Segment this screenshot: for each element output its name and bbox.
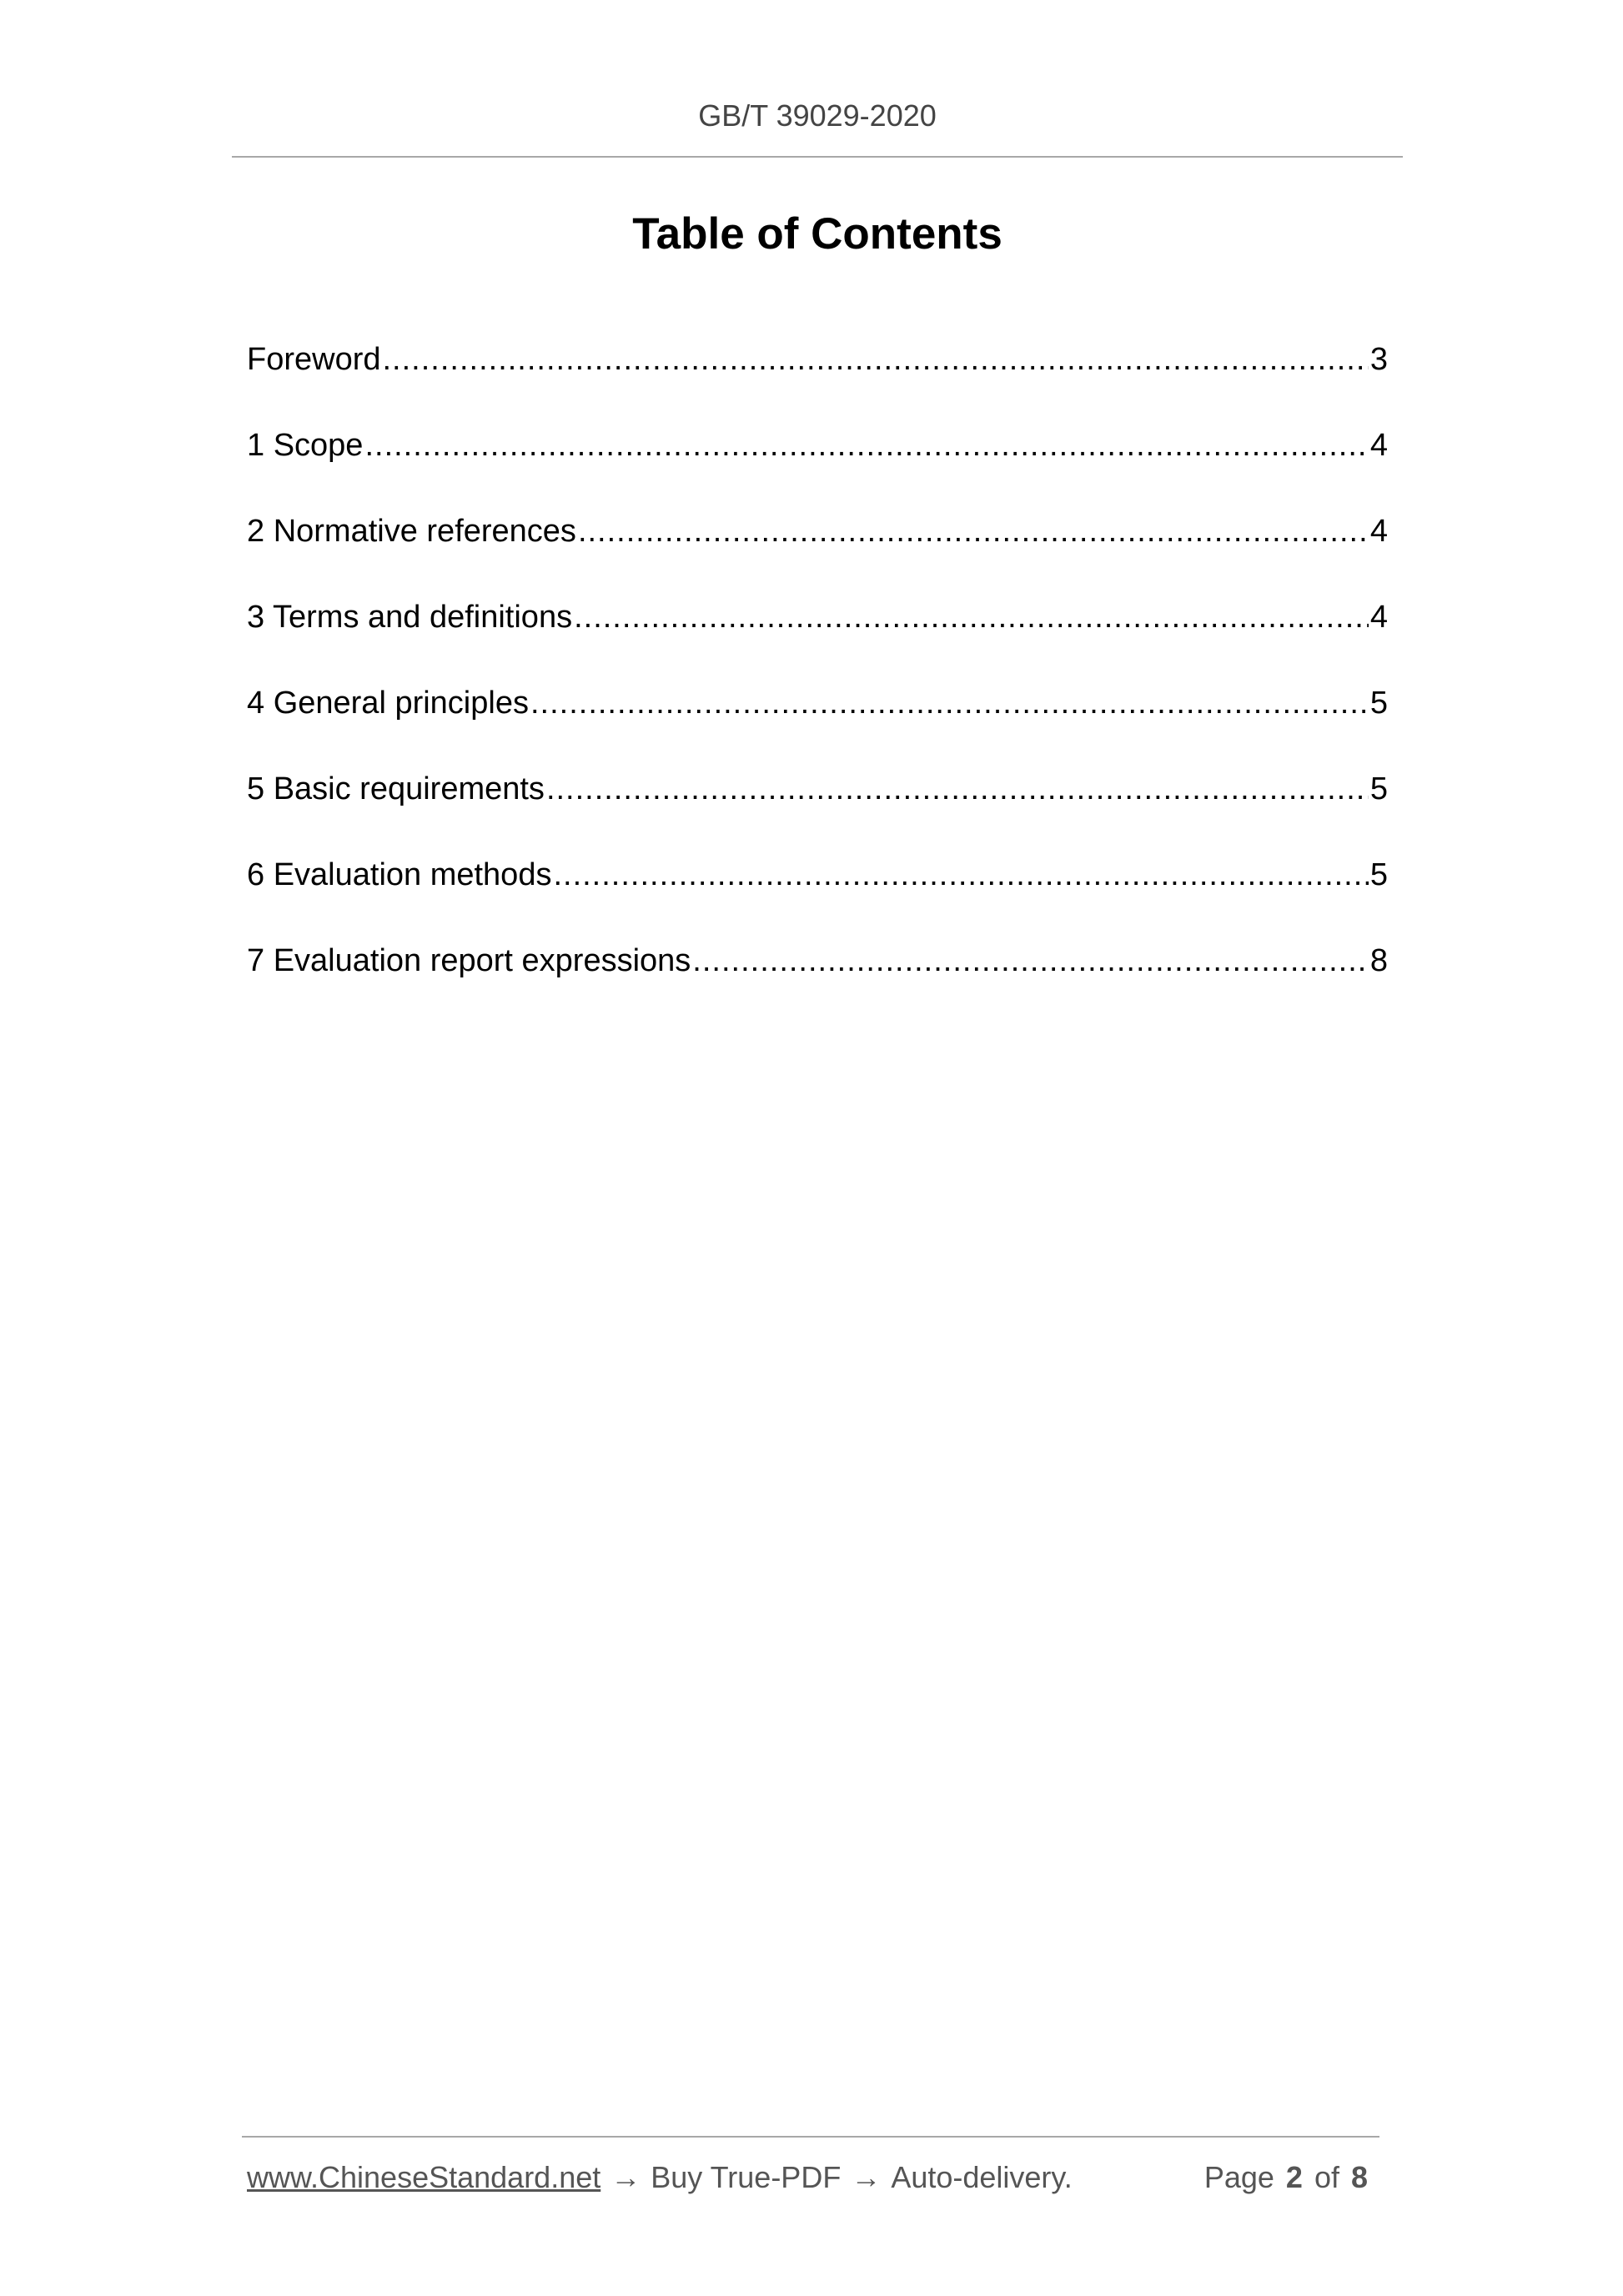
arrow-right-icon: →: [851, 2160, 882, 2194]
toc-entry-evaluation-methods[interactable]: [247, 857, 1388, 943]
toc-entry-page: 5: [1369, 686, 1388, 721]
toc-entry-normative-references[interactable]: [247, 514, 1388, 600]
toc-title: Table of Contents: [632, 209, 1002, 259]
current-page-number: 2: [1285, 2160, 1303, 2194]
toc-entry-label: 7 Evaluation report expressions: [247, 943, 691, 978]
toc-entry-general-principles[interactable]: [247, 686, 1388, 771]
footer-promo: [247, 2160, 1073, 2195]
toc-dot-leader: [553, 857, 1368, 893]
toc-entry-scope[interactable]: [247, 428, 1388, 514]
document-header-id: GB/T 39029-2020: [698, 98, 937, 133]
page-word: Page: [1203, 2160, 1274, 2194]
page-footer: [247, 2160, 1379, 2195]
header-divider: [232, 156, 1403, 158]
toc-dot-leader: [383, 342, 1369, 378]
toc-entry-label: 6 Evaluation methods: [247, 857, 552, 892]
toc-dot-leader: [574, 600, 1369, 636]
toc-dot-leader: [692, 943, 1369, 979]
toc-entry-terms-definitions[interactable]: [247, 600, 1388, 686]
delivery-text: Auto-delivery.: [891, 2160, 1073, 2194]
toc-entry-page: 3: [1369, 342, 1388, 377]
toc-entry-label: 5 Basic requirements: [247, 771, 545, 806]
toc-entry-label: Foreword: [247, 342, 381, 377]
toc-dot-leader: [546, 771, 1369, 807]
toc-entry-page: 5: [1369, 771, 1388, 806]
toc-entry-page: 5: [1369, 857, 1388, 892]
toc-entry-label: 1 Scope: [247, 428, 364, 463]
toc-entry-page: 8: [1369, 943, 1388, 978]
toc-entry-evaluation-report[interactable]: [247, 943, 1388, 1029]
toc-entry-basic-requirements[interactable]: [247, 771, 1388, 857]
toc-entry-label: 2 Normative references: [247, 514, 576, 549]
toc-entry-label: 4 General principles: [247, 686, 529, 721]
toc-entry-label: 3 Terms and definitions: [247, 600, 573, 635]
toc-list: [247, 342, 1388, 1029]
toc-dot-leader: [530, 686, 1369, 721]
buy-text: Buy True-PDF: [651, 2160, 842, 2194]
total-pages-number: 8: [1350, 2160, 1368, 2194]
toc-entry-page: 4: [1369, 428, 1388, 463]
toc-dot-leader: [578, 514, 1369, 550]
footer-divider: [242, 2136, 1379, 2138]
toc-entry-page: 4: [1369, 514, 1388, 549]
arrow-right-icon: →: [611, 2160, 641, 2194]
of-word: of: [1314, 2160, 1339, 2194]
page-indicator: [1204, 2160, 1379, 2195]
toc-entry-page: 4: [1369, 600, 1388, 635]
toc-dot-leader: [364, 428, 1368, 464]
toc-entry-foreword[interactable]: [247, 342, 1388, 428]
site-link[interactable]: www.ChineseStandard.net: [247, 2160, 601, 2194]
